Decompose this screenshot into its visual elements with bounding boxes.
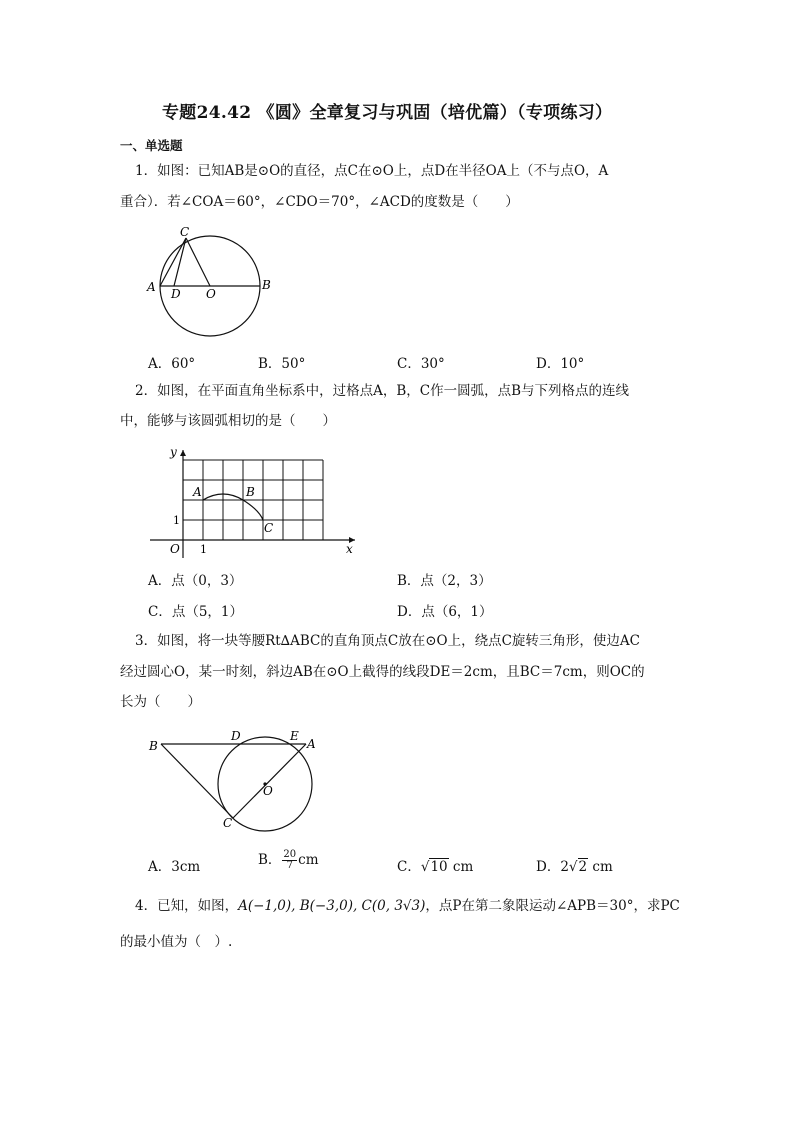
label-x: x <box>346 542 353 556</box>
question-number: 1． <box>135 163 158 179</box>
q3-option-b[interactable] <box>258 848 319 871</box>
q2-option-c[interactable]: C．点（5，1） <box>148 604 244 620</box>
side-ac <box>233 744 306 818</box>
question-4-line1 <box>135 896 680 916</box>
q3-option-c[interactable] <box>397 855 473 875</box>
segment-co <box>186 238 210 286</box>
question-3-line1 <box>135 631 640 651</box>
q3-option-d[interactable] <box>536 855 613 875</box>
radical-sign: √ <box>568 859 578 875</box>
label-c: C <box>180 225 190 239</box>
section-heading: 一、单选题 <box>120 138 183 153</box>
fraction <box>282 850 297 871</box>
label-d: D <box>231 729 241 743</box>
question-text: 如图：已知AB是⊙O的直径，点C在⊙O上，点D在半径OA上（不与点O，A <box>157 163 609 179</box>
q1-option-a[interactable]: A．60° <box>148 356 196 372</box>
question-1-line2: 重合）．若∠COA＝60°，∠CDO＝70°，∠ACD的度数是（ ） <box>120 194 519 210</box>
q2-option-a[interactable]: A．点（0，3） <box>148 573 243 589</box>
option-prefix: D． <box>536 859 561 875</box>
label-b: B <box>246 485 255 499</box>
q1-circle-figure <box>140 222 280 342</box>
radical-sign: √ <box>420 859 430 875</box>
q3-option-a[interactable]: A．3cm <box>148 859 201 875</box>
question-3-line2: 经过圆心O，某一时刻，斜边AB在⊙O上截得的线段DE＝2cm，且BC＝7cm，则OC的 <box>120 664 645 680</box>
fraction-denominator: 7 <box>286 860 293 871</box>
label-x-one: 1 <box>200 543 207 556</box>
question-text-cont: ，点P在第二象限运动∠APB＝30°，求PC <box>425 898 680 914</box>
label-b: B <box>262 278 271 292</box>
q3-triangle-circle-figure <box>145 725 330 835</box>
question-4-line2: 的最小值为（ ）. <box>120 934 233 950</box>
question-text: 如图，将一块等腰Rt∆ABC的直角顶点C放在⊙O上，绕点C旋转三角形，使边AC <box>157 633 640 649</box>
label-o: O <box>263 784 273 798</box>
option-prefix: B． <box>258 852 282 868</box>
question-number: 4． <box>135 898 158 914</box>
label-a: A <box>307 737 316 751</box>
question-text: 如图，在平面直角坐标系中，过格点A，B，C作一圆弧，点B与下列格点的连线 <box>157 383 630 399</box>
label-y-one: 1 <box>173 514 180 527</box>
q2-option-d[interactable]: D．点（6，1） <box>397 604 493 620</box>
q1-option-b[interactable]: B．50° <box>258 356 306 372</box>
q2-grid-figure <box>150 440 365 560</box>
label-e: E <box>290 729 299 743</box>
question-1-line1 <box>135 161 608 181</box>
y-axis-arrow <box>180 450 186 456</box>
label-b: B <box>149 739 158 753</box>
q1-option-d[interactable]: D．10° <box>536 356 585 372</box>
question-number: 3． <box>135 633 158 649</box>
radicand: 10 <box>430 859 448 875</box>
label-y: y <box>170 445 177 459</box>
label-a: A <box>147 280 156 294</box>
label-c: C <box>223 816 233 830</box>
label-o: O <box>206 287 216 301</box>
option-prefix: C． <box>397 859 421 875</box>
question-number: 2． <box>135 383 158 399</box>
label-c: C <box>264 521 274 535</box>
q2-option-b[interactable]: B．点（2，3） <box>397 573 492 589</box>
unit: cm <box>448 859 474 875</box>
q1-option-c[interactable]: C．30° <box>397 356 445 372</box>
coordinates: A(−1,0), B(−3,0), C(0, 3√3) <box>238 898 426 914</box>
question-3-line3: 长为（ ） <box>120 694 201 710</box>
side-bc <box>161 744 233 818</box>
segment-cd <box>174 238 186 286</box>
coefficient: 2 <box>560 859 569 875</box>
segment-ca <box>160 238 186 286</box>
question-2-line2: 中，能够与该圆弧相切的是（ ） <box>120 413 336 429</box>
radicand: 2 <box>578 859 588 875</box>
fraction-numerator: 20 <box>283 849 297 860</box>
label-d: D <box>171 287 181 301</box>
question-2-line1 <box>135 381 629 401</box>
label-a: A <box>193 485 202 499</box>
unit: cm <box>298 852 319 868</box>
label-origin: O <box>170 542 180 556</box>
unit: cm <box>588 859 613 875</box>
question-text: 已知，如图， <box>157 898 239 914</box>
page-title: 专题24.42 《圆》全章复习与巩固（培优篇）（专项练习） <box>162 103 613 123</box>
